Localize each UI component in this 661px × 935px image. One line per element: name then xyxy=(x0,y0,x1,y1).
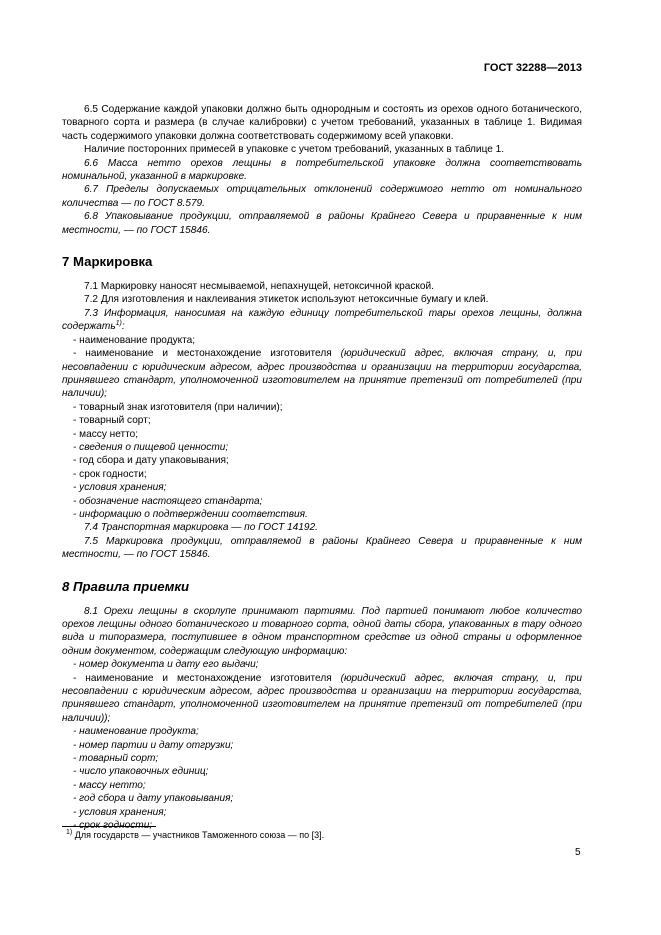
list-item: - массу нетто; xyxy=(73,428,139,440)
list-item: - товарный сорт; xyxy=(73,415,151,427)
list-item: - массу нетто; xyxy=(73,779,146,791)
list-item: - год сбора и дату упаковывания; xyxy=(73,793,234,805)
clause-6-5: 6.5 Содержание каждой упаковки должно быть однородным и состоять из орехов одного ботанического, товарного сорта и размера (в случае калибровки) с учетом требований, указанных в таблице 1. Видимая часть содержимого упаковки должна соответствовать содержимому всей упаковки. xyxy=(62,104,582,142)
clause-7-4: 7.4 Транспортная маркировка — по ГОСТ 14192. xyxy=(84,522,318,534)
clause-6-6: 6.6 Масса нетто орехов лещины в потребительской упаковке должна соответствовать номинальной, указанной в маркировке. xyxy=(62,157,582,183)
clause-7-3-text: 7.3 Информация, наносимая на каждую единицу потребительской тары орехов лещины, должна содержать xyxy=(62,307,582,333)
clause-7-3 xyxy=(62,307,582,334)
clause-6-5-impurities: Наличие посторонних примесей в упаковке с учетом требований, указанных в таблице 1. xyxy=(84,144,505,156)
page-content xyxy=(62,103,582,833)
footnote-marker: 1) xyxy=(66,829,73,836)
footnote-reference[interactable]: 1) xyxy=(115,320,122,328)
standard-header: ГОСТ 32288—2013 xyxy=(483,62,582,74)
list-item: - наименование продукта; xyxy=(73,726,199,738)
footnote-text: Для государств — участников Таможенного союза — по [3]. xyxy=(72,830,325,840)
list-item-detail: (юридический адрес, включая страну, и, при несовпадении с юридическим адресом, адрес производства и организации на территории государства, принявшего стандарт, уполномоченной изготовителем на принятие претензий от потребителей (при наличии); xyxy=(62,348,582,400)
clause-7-5: 7.5 Маркировка продукции, отправляемой в районы Крайнего Севера и приравненные к ним местности, — по ГОСТ 15846. xyxy=(62,535,582,561)
clause-7-1: 7.1 Маркировку наносят несмываемой, непахнущей, нетоксичной краской. xyxy=(84,281,434,293)
list-item xyxy=(62,672,582,726)
footnote-separator xyxy=(62,826,156,827)
list-item: - условия хранения; xyxy=(73,806,167,818)
list-item-lead: - наименование и местонахождение изготовителя xyxy=(73,348,341,360)
list-item: - год сбора и дату упаковывания; xyxy=(73,455,229,467)
list-item: - сведения о пищевой ценности; xyxy=(73,441,229,453)
section-7-title: 7 Маркировка xyxy=(62,254,153,270)
list-item: - номер партии и дату отгрузки; xyxy=(73,739,234,751)
list-item: - условия хранения; xyxy=(73,482,167,494)
list-item: - срок годности; xyxy=(73,468,147,480)
list-item: - товарный знак изготовителя (при наличии); xyxy=(73,401,283,413)
footnote xyxy=(66,829,324,841)
list-item-lead: - наименование и местонахождение изготовителя xyxy=(73,672,341,684)
list-item: - номер документа и дату его выдачи; xyxy=(73,659,259,671)
clause-7-2: 7.2 Для изготовления и наклеивания этикеток используют нетоксичные бумагу и клей. xyxy=(84,294,489,306)
clause-7-3-colon: : xyxy=(121,321,125,333)
list-item-detail: (юридический адрес, включая страну, и, при несовпадении с юридическим адресом, адрес производства и организации на территории государства, принявшего стандарт, уполномоченной изготовителем на принятие претензий от потребителей (при наличии)); xyxy=(62,672,582,724)
clause-6-7: 6.7 Пределы допускаемых отрицательных отклонений содержимого нетто от номинального количества — по ГОСТ 8.579. xyxy=(62,184,582,209)
list-item: - число упаковочных единиц; xyxy=(73,766,209,778)
list-item: - обозначение настоящего стандарта; xyxy=(73,495,263,507)
list-item: - товарный сорт; xyxy=(73,753,159,765)
clause-8-1: 8.1 Орехи лещины в скорлупе принимают партиями. Под партией понимают любое количество орехов лещины одного ботанического и товарного сорта, одной даты сбора, упакованных в тару одного вида и типоразмера, поступившее в одном транспортном средстве из одной страны и оформленное одним документом, содержащим следующую информацию: xyxy=(62,605,582,657)
section-8-title: 8 Правила приемки xyxy=(62,578,190,594)
list-item: - срок годности; xyxy=(73,820,153,832)
list-item xyxy=(62,347,582,401)
page-number: 5 xyxy=(575,847,581,858)
clause-6-8: 6.8 Упаковывание продукции, отправляемой в районы Крайнего Севера и приравненные к ним местности, — по ГОСТ 15846. xyxy=(62,211,582,236)
list-item: - наименование продукта; xyxy=(73,334,196,346)
list-item: - информацию о подтверждении соответствия. xyxy=(73,508,308,520)
